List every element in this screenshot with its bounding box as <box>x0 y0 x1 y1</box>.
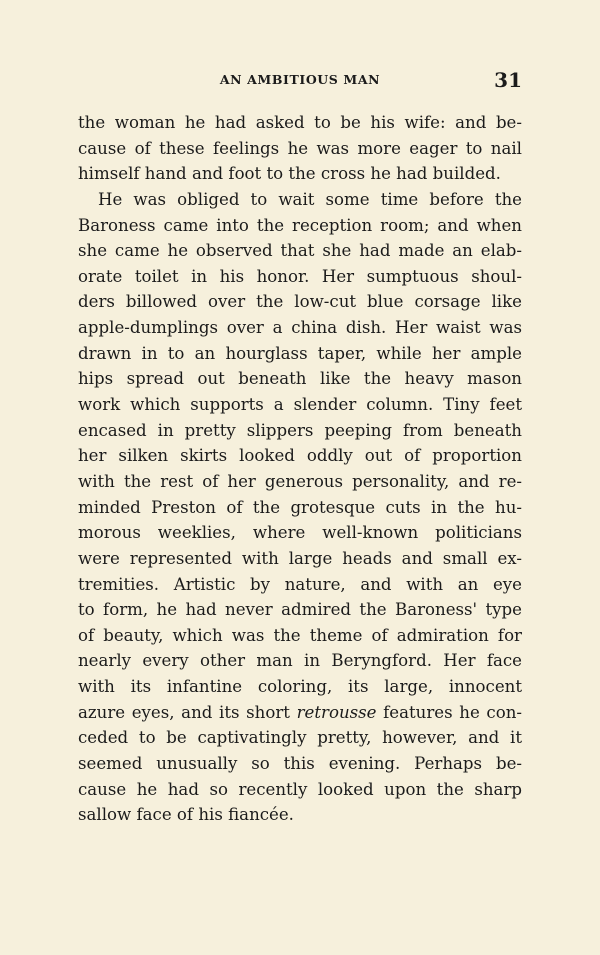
text-line: encased in pretty slippers peeping from beneath <box>78 420 522 440</box>
text-line: with the rest of her generous personality, and re- <box>78 471 522 491</box>
text-line: nearly every other man in Beryngford. Her face <box>78 651 522 671</box>
page-number: 31 <box>494 68 522 92</box>
running-head <box>78 70 522 94</box>
paragraph-last-line: sallow face of his fiancée. <box>78 805 294 825</box>
text-line: ceded to be captivatingly pretty, however, and it <box>78 728 522 748</box>
text-line: ders billowed over the low-cut blue corsage like <box>78 292 522 312</box>
body-text <box>78 110 522 828</box>
text-line: hips spread out beneath like the heavy mason <box>78 369 522 389</box>
running-title: AN AMBITIOUS MAN <box>219 72 381 87</box>
text-line: of beauty, which was the theme of admiration for <box>78 625 522 645</box>
text-line: drawn in to an hourglass taper, while her ample <box>78 343 522 363</box>
paragraph-first-line: He was obliged to wait some time before the <box>98 189 522 209</box>
text-line-with-italic <box>78 700 522 726</box>
text-line: apple-dumplings over a china dish. Her waist was <box>78 318 522 338</box>
text-line: her silken skirts looked oddly out of proportion <box>78 446 522 466</box>
text-line: seemed unusually so this evening. Perhaps be- <box>78 754 522 774</box>
text-line: orate toilet in his honor. Her sumptuous shoul- <box>78 266 522 286</box>
text-line: were represented with large heads and small ex- <box>78 548 522 568</box>
text-line: she came he observed that she had made an elab- <box>78 241 522 261</box>
text-segment: azure eyes, and its short <box>78 702 297 722</box>
text-line: cause he had so recently looked upon the sharp <box>78 779 522 799</box>
text-line: the woman he had asked to be his wife: and be- <box>78 113 522 132</box>
text-line: minded Preston of the grotesque cuts in the hu- <box>78 497 522 517</box>
text-line: to form, he had never admired the Baroness' type <box>78 600 522 620</box>
text-line: with its infantine coloring, its large, innocent <box>78 677 522 697</box>
text-line: himself hand and foot to the cross he had builded. <box>78 164 501 184</box>
text-line: cause of these feelings he was more eager to nail <box>78 138 522 158</box>
text-line: morous weeklies, where well-known politicians <box>78 523 522 543</box>
text-line: work which supports a slender column. Tiny feet <box>78 395 522 415</box>
text-line: Baroness came into the reception room; and when <box>78 215 522 235</box>
text-segment: features he con- <box>376 702 522 722</box>
italic-word: retrousse <box>296 702 377 722</box>
text-line: tremities. Artistic by nature, and with an eye <box>78 574 522 594</box>
